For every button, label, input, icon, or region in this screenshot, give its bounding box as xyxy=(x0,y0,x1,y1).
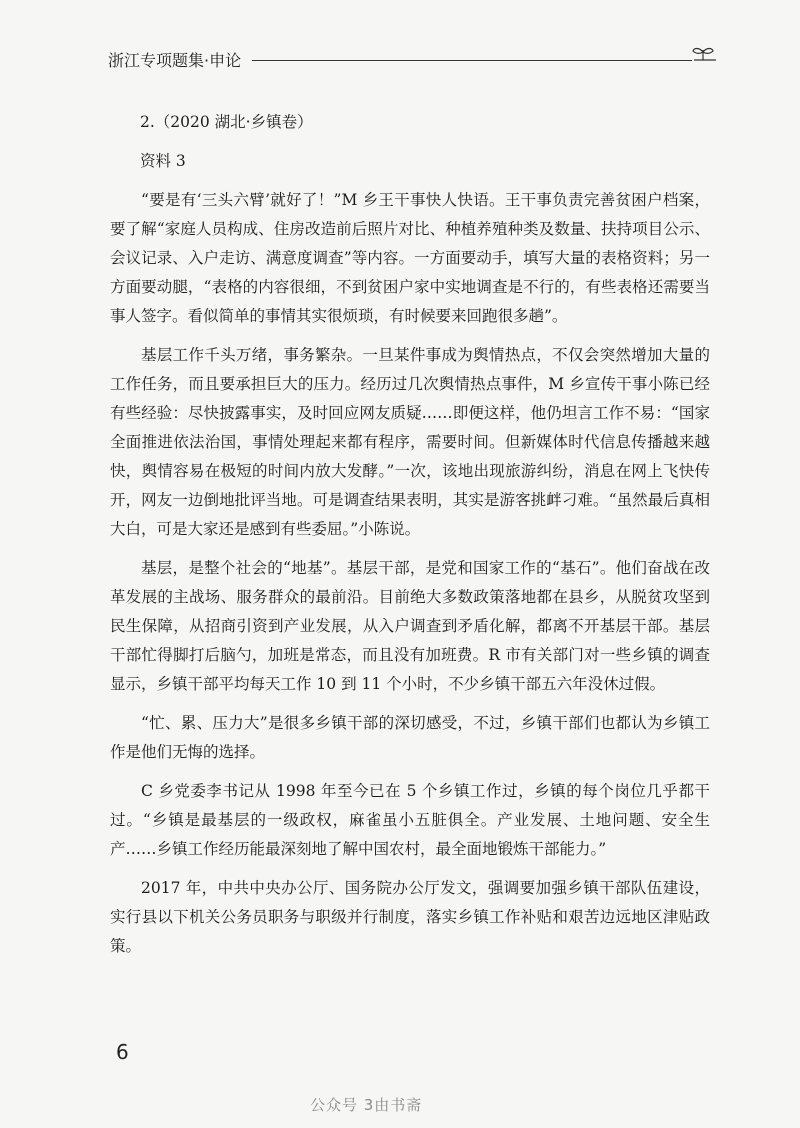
page-number: 6 xyxy=(116,1040,129,1064)
paragraph: 基层工作千头万绪，事务繁杂。一旦某件事成为舆情热点，不仅会突然增加大量的工作任务，而且要承担巨大的压力。经历过几次舆情热点事件，M 乡宣传干事小陈已经有些经验：尽快披露事实，及时回应网友质疑……即便这样，他仍坦言工作不易：“国家全面推进依法治国，事情处理起来都有程序，需要时间。但新媒体时代信息传播越来越快，舆情容易在极短的时间内放大发酵。”一次，该地出现旅游纠纷，消息在网上飞快传开，网友一边倒地批评当地。可是调查结果表明，其实是游客挑衅刁难。“虽然最后真相大白，可是大家还是感到有些委屈。”小陈说。 xyxy=(110,346,710,538)
paragraph: 基层，是整个社会的“地基”。基层干部，是党和国家工作的“基石”。他们奋战在改革发展的主战场、服务群众的最前沿。目前绝大多数政策落地都在县乡，从脱贫攻坚到民生保障，从招商引资到产业发展，从入户调查到矛盾化解，都离不开基层干部。基层干部忙得脚打后脑勺，加班是常态，而且没有加班费。R 市有关部门对一些乡镇的调查显示，乡镇干部平均每天工作 10 到 11 个小时，不少乡镇干部五六年没休过假。 xyxy=(110,559,710,693)
paragraph: “忙、累、压力大”是很多乡镇干部的深切感受，不过，乡镇干部们也都认为乡镇工作是他们无悔的选择。 xyxy=(110,714,710,761)
running-header xyxy=(108,44,718,76)
sprout-icon xyxy=(688,44,718,70)
material-label: 资料 3 xyxy=(140,152,186,170)
header-rule xyxy=(252,60,692,61)
question-source: 2.（2020 湖北·乡镇卷） xyxy=(140,113,313,131)
paragraph: 2017 年，中共中央办公厅、国务院办公厅发文，强调要加强乡镇干部队伍建设，实行县以下机关公务员职务与职级并行制度，落实乡镇工作补贴和艰苦边远地区津贴政策。 xyxy=(110,879,710,955)
footer-watermark: 公众号 3由书斋 xyxy=(310,1096,423,1114)
book-title: 浙江专项题集·申论 xyxy=(108,51,242,70)
page-body xyxy=(110,108,710,971)
paragraph: C 乡党委李书记从 1998 年至今已在 5 个乡镇工作过，乡镇的每个岗位几乎都干过。“乡镇是最基层的一级政权，麻雀虽小五脏俱全。产业发展、土地问题、安全生产……乡镇工作经历能最深刻地了解中国农村，最全面地锻炼干部能力。” xyxy=(110,782,710,858)
paragraph: “要是有‘三头六臂’就好了！”M 乡王干事快人快语。王干事负责完善贫困户档案，要了解“家庭人员构成、住房改造前后照片对比、种植养殖种类及数量、扶持项目公示、会议记录、入户走访、满意度调查”等内容。一方面要动手，填写大量的表格资料；另一方面要动腿，“表格的内容很细，不到贫困户家中实地调查是不行的，有些表格还需要当事人签字。看似简单的事情其实很烦琐，有时候要来回跑很多趟”。 xyxy=(110,191,710,325)
